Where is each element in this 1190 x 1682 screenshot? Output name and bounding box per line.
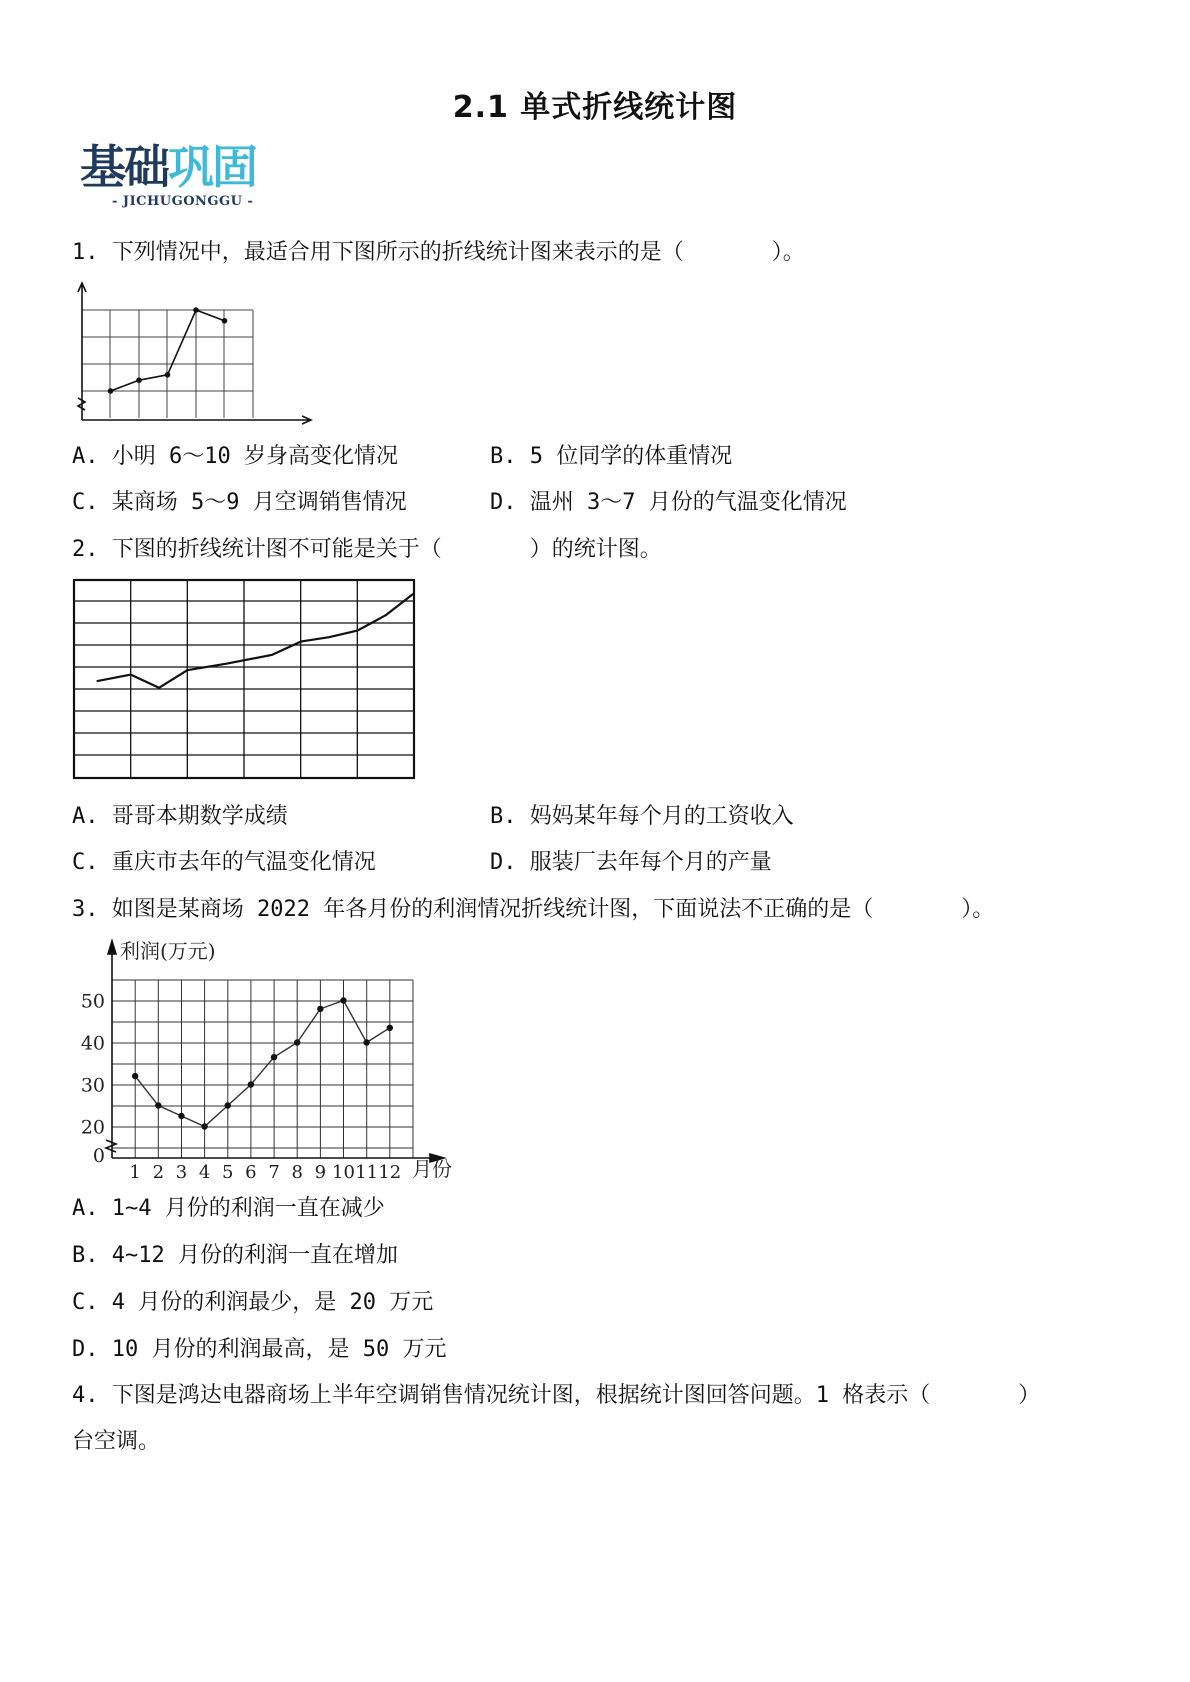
chart-q3-x-tick-label: 9: [314, 1162, 327, 1182]
chart-q3-y-tick-label: 40: [80, 1032, 105, 1055]
question-3-stem: 3. 如图是某商场 2022 年各月份的利润情况折线统计图，下面说法不正确的是（ ）。: [72, 897, 995, 922]
chart-q3-xlabel: 月份: [412, 1157, 452, 1181]
question-4-stem-continued: 台空调。: [72, 1429, 161, 1454]
chart-q3-x-tick-label: 6: [245, 1162, 257, 1182]
logo-part2: 巩固: [168, 140, 256, 194]
chart-q3-x-tick-label: 1: [129, 1162, 141, 1182]
chart-q1-point: [165, 372, 171, 378]
logo-part1: 基础: [80, 140, 168, 194]
question-3-option-d[interactable]: D. 10 月份的利润最高，是 50 万元: [72, 1337, 447, 1362]
chart-q3-x-tick-label: 2: [152, 1162, 165, 1182]
chart-q3-x-tick-label: 7: [268, 1162, 280, 1182]
question-2-option-c[interactable]: C. 重庆市去年的气温变化情况: [72, 850, 376, 875]
section-logo: [80, 140, 290, 220]
chart-q2-line: [97, 593, 414, 688]
chart-q3-point: [178, 1113, 184, 1119]
question-2-stem: 2. 下图的折线统计图不可能是关于（ ）的统计图。: [72, 537, 662, 562]
chart-q3-point: [387, 1025, 393, 1031]
chart-q3-point: [248, 1081, 254, 1087]
question-2-option-a[interactable]: A. 哥哥本期数学成绩: [72, 804, 288, 829]
chart-q1-point: [222, 318, 228, 324]
chart-q3: [78, 936, 478, 1182]
chart-q3-point: [340, 997, 346, 1003]
chart-q3-ylabel: 利润(万元): [120, 939, 216, 963]
chart-q3-axes: [106, 941, 444, 1162]
chart-q3-point: [271, 1054, 277, 1060]
question-3-option-b[interactable]: B. 4~12 月份的利润一直在增加: [72, 1243, 398, 1268]
chart-q1-point: [136, 377, 142, 383]
chart-q3-point: [363, 1039, 369, 1045]
chart-q1-axes: [78, 283, 311, 424]
chart-q3-x-tick-label: 10: [332, 1162, 355, 1182]
chart-q3-y-tick-label: 50: [80, 990, 105, 1013]
question-1-option-d[interactable]: D. 温州 3～7 月份的气温变化情况: [490, 490, 847, 515]
question-1-option-a[interactable]: A. 小明 6～10 岁身高变化情况: [72, 444, 398, 469]
chart-q3-y-tick-label: 20: [80, 1116, 105, 1139]
chart-q3-x-tick-label: 12: [378, 1162, 402, 1182]
chart-q3-x-ticks: [129, 1162, 401, 1182]
chart-q3-point: [317, 1006, 323, 1012]
chart-q3-y-tick-label: 30: [80, 1074, 105, 1097]
question-3-option-c[interactable]: C. 4 月份的利润最少，是 20 万元: [72, 1290, 434, 1315]
chart-q3-point: [132, 1073, 138, 1079]
question-1-option-c[interactable]: C. 某商场 5～9 月空调销售情况: [72, 490, 407, 515]
chart-q1: [68, 280, 328, 430]
chart-q3-x-tick-label: 3: [175, 1162, 188, 1182]
chart-q3-grid: [112, 980, 413, 1158]
chart-q3-x-tick-label: 5: [222, 1162, 234, 1182]
chart-q2: [72, 578, 422, 784]
question-3-option-a[interactable]: A. 1~4 月份的利润一直在减少: [72, 1196, 385, 1221]
chart-q3-x-tick-label: 4: [198, 1162, 211, 1182]
question-1-stem: 1. 下列情况中，最适合用下图所示的折线统计图来表示的是（ ）。: [72, 240, 805, 265]
page-title: 2.1 单式折线统计图: [452, 90, 738, 125]
question-2-option-d[interactable]: D. 服装厂去年每个月的产量: [490, 850, 772, 875]
logo-text: [80, 140, 256, 194]
chart-q3-x-tick-label: 11: [355, 1162, 379, 1182]
chart-q1-grid: [82, 310, 253, 418]
question-2-option-b[interactable]: B. 妈妈某年每个月的工资收入: [490, 804, 794, 829]
chart-q3-x-tick-label: 8: [291, 1162, 303, 1182]
chart-q1-point: [108, 388, 114, 394]
chart-q1-point: [193, 307, 199, 313]
chart-q3-point: [201, 1123, 207, 1129]
logo-subtitle: - JICHUGONGGU -: [112, 194, 254, 209]
chart-q3-point: [155, 1102, 161, 1108]
chart-q2-grid: [74, 580, 414, 778]
question-4-stem: 4. 下图是鸿达电器商场上半年空调销售情况统计图，根据统计图回答问题。1 格表示（ ）: [72, 1383, 1041, 1408]
chart-q3-point: [225, 1102, 231, 1108]
chart-q3-point: [294, 1039, 300, 1045]
chart-q3-y-tick-label: 0: [92, 1145, 105, 1167]
chart-q3-y-ticks: [81, 991, 105, 1168]
question-1-option-b[interactable]: B. 5 位同学的体重情况: [490, 444, 733, 469]
